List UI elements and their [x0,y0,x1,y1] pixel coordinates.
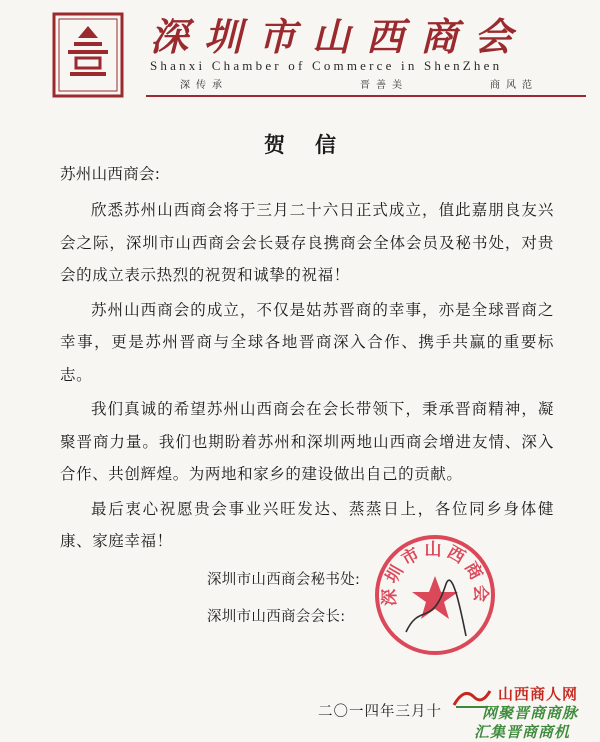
letter-body [60,194,554,560]
header-divider [146,95,586,97]
site-watermark [452,681,600,741]
paragraph: 最后衷心祝愿贵会事业兴旺发达、蒸蒸日上，各位同乡身体健康、家庭幸福！ [60,499,554,550]
seal-text: 深圳市山西商会 [379,540,491,607]
letter-date: 二〇一四年三月十 [318,704,442,720]
motto-item: 商风范 [490,80,538,91]
watermark-line: 汇集晋商商机 [474,723,571,741]
letter-title: 贺信 [264,133,366,157]
signature-president: 深圳市山西商会会长: [207,609,346,625]
paragraph: 欣悉苏州山西商会将于三月二十六日正式成立，值此嘉朋良友兴会之际，深圳市山西商会会长聂存良携商会全体会员及秘书处，对贵会的成立表示热烈的祝贺和诚挚的祝福！ [60,201,554,284]
paragraph: 苏州山西商会的成立，不仅是姑苏晋商的幸事，亦是全球晋商之幸事，更是苏州晋商与全球各地晋商深入合作、携手共赢的重要标志。 [60,300,554,384]
watermark-line: 网聚晋商商脉 [482,704,579,722]
chamber-logo [52,12,124,98]
motto-item: 深传承 [180,80,228,91]
org-name: 深圳市山西商会 [150,14,529,59]
org-name-english: Shanxi Chamber of Commerce in ShenZhen [150,58,503,73]
watermark-line: 山西商人网 [498,685,579,703]
salutation: 苏州山西商会: [60,165,161,183]
motto [150,76,580,90]
paragraph: 我们真诚的希望苏州山西商会在会长带领下，秉承晋商精神，凝聚晋商力量。我们也期盼着苏州和深圳两地山西商会增进友情、深入合作、共创辉煌。为两地和家乡的建设做出自己的贡献。 [60,400,554,483]
motto-item: 晋善美 [360,80,408,91]
signature-secretariat: 深圳市山西商会秘书处: [207,572,361,588]
official-seal [372,532,498,658]
